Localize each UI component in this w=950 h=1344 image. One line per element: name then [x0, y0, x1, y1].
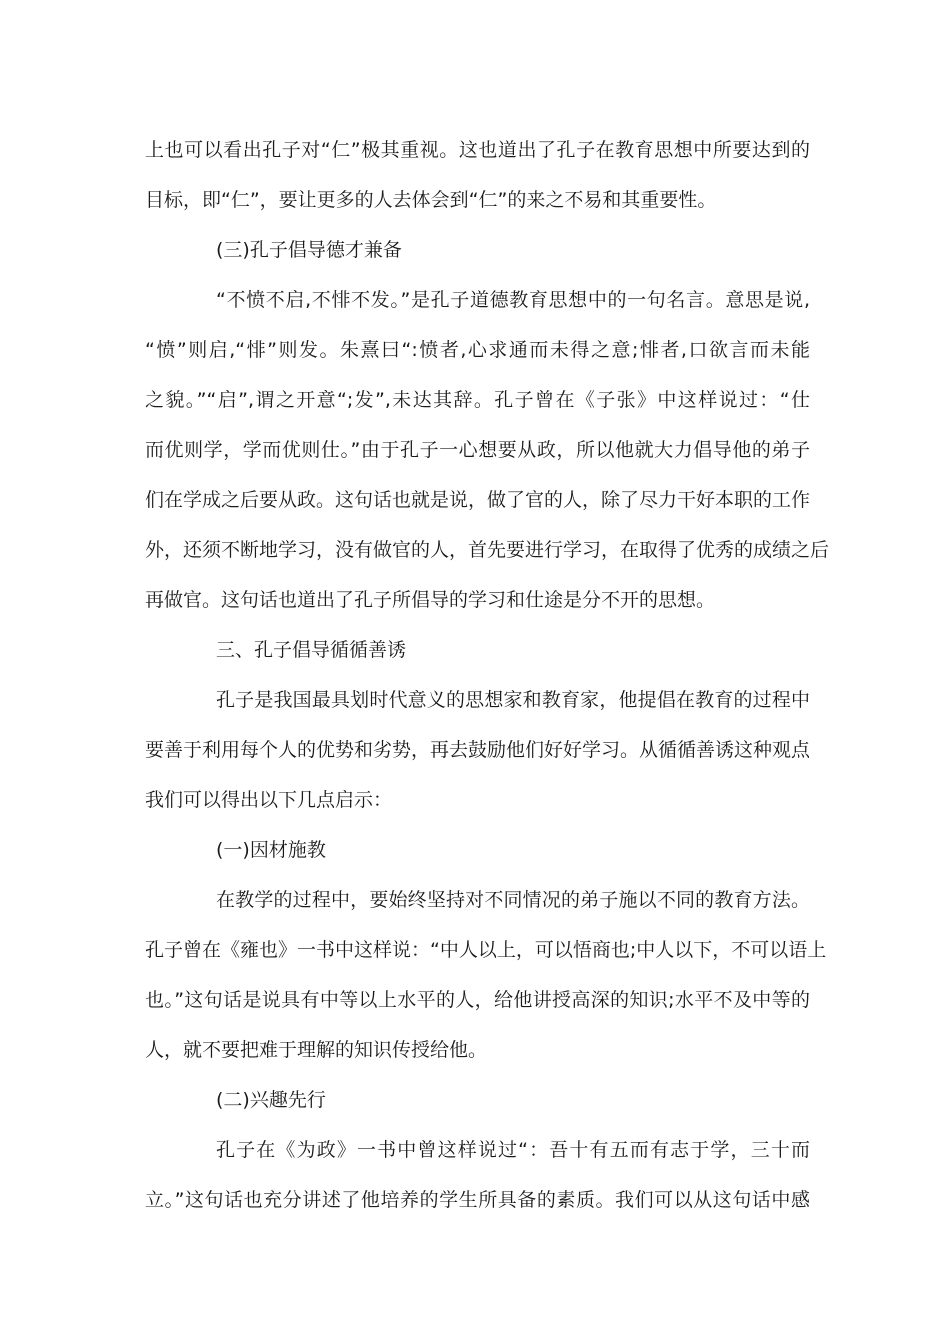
text-line: 孔子在《为政》一书中曾这样说过“：吾十有五而有志于学，三十而 [216, 1139, 810, 1161]
section-heading: 三、孔子倡导循循善诱 [216, 639, 407, 661]
text-line: 也。”这句话是说具有中等以上水平的人，给他讲授高深的知识;水平不及中等的 [145, 989, 810, 1011]
section-heading: (一)因材施教 [216, 839, 326, 861]
text-line: 孔子曾在《雍也》一书中这样说：“中人以上，可以悟商也;中人以下，不可以语上 [145, 939, 827, 961]
text-line: 外，还须不断地学习，没有做官的人，首先要进行学习，在取得了优秀的成绩之后 [145, 539, 830, 561]
text-line: 目标，即“仁”，要让更多的人去体会到“仁”的来之不易和其重要性。 [145, 189, 717, 211]
text-line: “愤”则启,“悱”则发。朱熹曰“:愤者,心求通而未得之意;悱者,口欲言而未能 [145, 339, 810, 361]
text-line: 再做官。这句话也道出了孔子所倡导的学习和仕途是分不开的思想。 [145, 589, 716, 611]
text-line: 立。”这句话也充分讲述了他培养的学生所具备的素质。我们可以从这句话中感 [145, 1189, 810, 1211]
text-line: 我们可以得出以下几点启示： [145, 789, 393, 811]
text-line: 人，就不要把难于理解的知识传授给他。 [145, 1039, 488, 1061]
section-heading: (二)兴趣先行 [216, 1089, 326, 1111]
text-line: 孔子是我国最具划时代意义的思想家和教育家，他提倡在教育的过程中 [216, 689, 810, 711]
section-heading: (三)孔子倡导德才兼备 [216, 239, 402, 261]
text-line: 之貌。”“启”,谓之开意“;发”,未达其辞。孔子曾在《子张》中这样说过：“仕 [145, 389, 810, 411]
text-line: 们在学成之后要从政。这句话也就是说，做了官的人，除了尽力干好本职的工作 [145, 489, 811, 511]
text-line: 在教学的过程中，要始终坚持对不同情况的弟子施以不同的教育方法。 [216, 889, 810, 911]
text-line: 要善于利用每个人的优势和劣势，再去鼓励他们好好学习。从循循善诱这种观点 [145, 739, 811, 761]
text-line: 上也可以看出孔子对“仁”极其重视。这也道出了孔子在教育思想中所要达到的 [145, 139, 810, 161]
text-line: 而优则学，学而优则仕。”由于孔子一心想要从政，所以他就大力倡导他的弟子 [145, 439, 810, 461]
text-line: “不愤不启,不悱不发。”是孔子道德教育思想中的一句名言。意思是说, [216, 289, 810, 311]
